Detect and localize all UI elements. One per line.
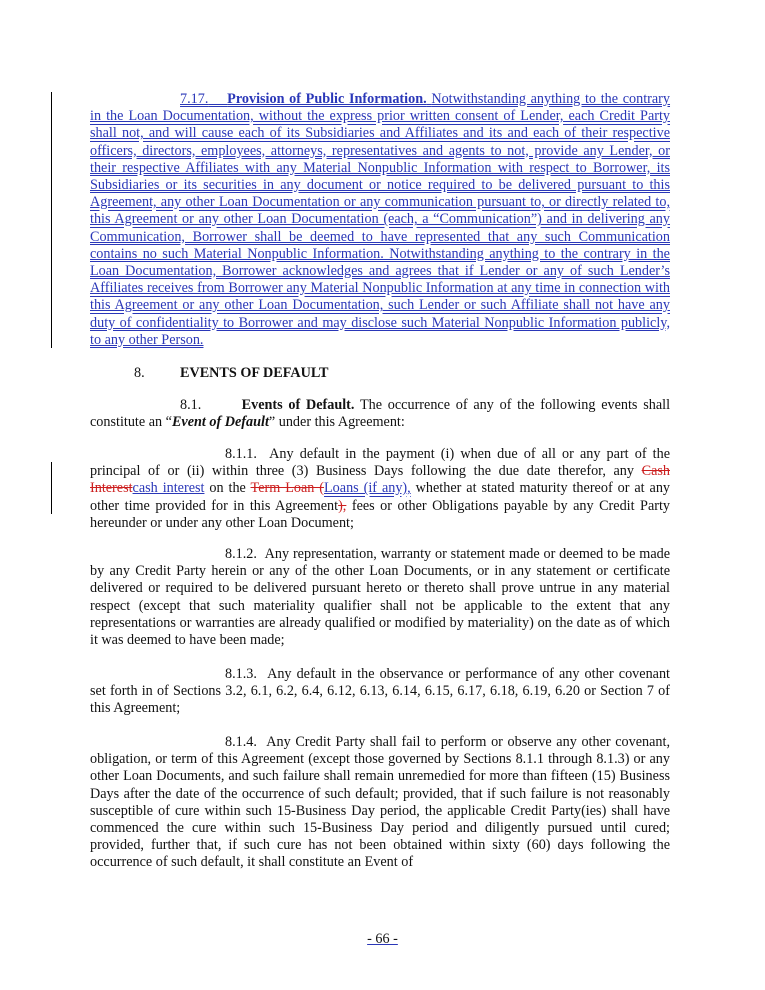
section-8-1-title: Events of Default.	[241, 397, 355, 413]
section-7-17-text: Notwithstanding anything to the contrary in the Loan Documentation, without the express prior written consent of Lender, each Credit Party shall not, and will cause each of its Subsidiaries and Affiliates and its and each of their respective officers, directors, employees, attorneys, representatives and agents to not, provide any Lender, or their respective Affiliates with any Material Nonpublic Information with respect to Borrower, its Subsidiaries or its securities in any document or notice required to be delivered pursuant to this Agreement, any other Loan Documentation or any communication pursuant to, or directly related to, this Agreement or any other Loan Documentation (each, a “Communication”) and in delivering any Communication, Borrower shall be deemed to have represented that any such Communication contains no such Material Nonpublic Information. Notwithstanding anything to the contrary in the Loan Documentation, Borrower acknowledges and agrees that if Lender or any of such Lender’s Affiliates receives from Borrower any Material Nonpublic Information at any time in connection with this Agreement or any other Loan Documentation, such Lender or such Affiliate shall not have any duty of confidentiality to Borrower and may disclose such Material Nonpublic Information publicly, to any other Person.	[90, 91, 671, 348]
change-bar	[51, 462, 52, 514]
section-8-1-number: 8.1.	[180, 397, 202, 413]
section-8-1-text-after: ” under this Agreement:	[268, 414, 405, 431]
deleted-text: ),	[338, 497, 347, 514]
section-8-title: EVENTS OF DEFAULT	[180, 365, 329, 381]
section-8-number: 8.	[134, 365, 145, 381]
section-8-1-3-number: 8.1.3.	[225, 666, 257, 682]
deleted-text: Term Loan (	[250, 480, 325, 497]
defined-term-event-of-default: Event of Default	[171, 414, 269, 431]
page-footer	[0, 931, 765, 948]
inserted-text: cash interest	[132, 480, 205, 497]
section-8-1-2-number: 8.1.2.	[225, 546, 257, 562]
change-bar	[51, 92, 52, 348]
section-8-1-1-text-1: Any default in the payment (i) when due of all or any part of the principal of or (ii) within three (3) Business Days following the due date therefor, any	[90, 446, 670, 480]
section-8-1-3-text: Any default in the observance or performance of any other covenant set forth in of Sections 3.2, 6.1, 6.2, 6.4, 6.12, 6.13, 6.14, 6.15, 6.17, 6.18, 6.19, 6.20 or Section 7 of this Agreement;	[90, 666, 670, 717]
section-8-1-2	[90, 546, 670, 649]
section-8-1-1-text-3: whether at stated maturity thereof or at any other time provided for in this Agreement	[90, 480, 671, 514]
section-8-1-1-text-4: fees or other Obligations payable by any Credit Party hereunder or under any other Loan Document;	[90, 497, 670, 531]
section-7-17-title: Provision of Public Information.	[227, 91, 427, 107]
deleted-text: Cash Interest	[90, 463, 670, 497]
section-7-17-number: 7.17.	[180, 91, 209, 107]
section-8-1-text-before: The occurrence of any of the following events shall constitute an “	[90, 397, 671, 431]
section-8-1-3	[90, 666, 670, 718]
section-8-1-2-text: Any representation, warranty or statement made or deemed to be made by any Credit Party herein or any of the other Loan Documents, or in any statement or certificate delivered or required to be delivered pursuant hereto or thereto shall prove untrue in any material respect (except that such materiality qualifier shall not be applicable to the extent that any representations or warranties are already qualified or modified by materiality) on the date as of which it was deemed to have been made;	[90, 546, 671, 649]
page-number: - 66 -	[367, 931, 398, 947]
section-8-1-1-text-2: on the	[204, 480, 251, 497]
section-8-1-4-text: Any Credit Party shall fail to perform or observe any other covenant, obligation, or term of this Agreement (except those governed by Sections 8.1.1 through 8.1.3) or any other Loan Documents, and such failure shall remain unremedied for more than fifteen (15) Business Days after the date of the occurrence of such default; provided, that if such failure is not reasonably susceptible of cure within such 15-Business Day period, the applicable Credit Party(ies) shall have commenced the cure within such 15-Business Day period and diligently pursued until cured; provided, further that, if such cure has not been obtained within sixty (60) days following the occurrence of such default, it shall constitute an Event of	[90, 734, 671, 871]
section-8-1-1	[90, 446, 670, 532]
section-8-1-1-number: 8.1.1.	[225, 446, 257, 462]
section-8-1-4-number: 8.1.4.	[225, 734, 257, 750]
inserted-text: Loans (if any),	[324, 480, 411, 497]
section-7-17	[90, 91, 670, 349]
section-8-1	[90, 397, 670, 431]
section-8-1-4	[90, 734, 670, 872]
